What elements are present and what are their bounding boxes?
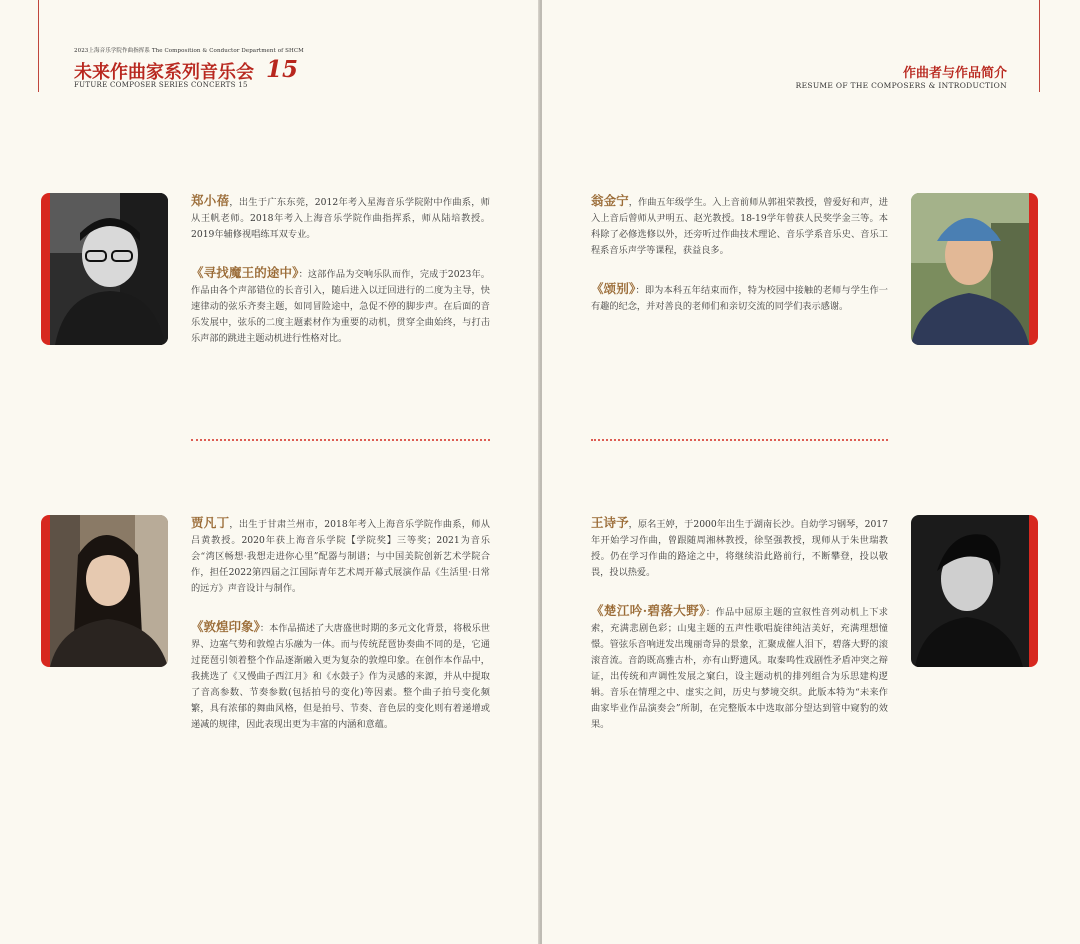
composer-name: 翁金宁	[591, 193, 629, 208]
work-description	[591, 281, 888, 315]
work-description	[591, 603, 888, 733]
work-description	[191, 619, 490, 733]
work-title: 《楚江吟·碧落大野》	[591, 603, 706, 618]
concert-number: 15	[266, 56, 299, 83]
composer-bio	[591, 515, 888, 581]
bio-text: ，出生于广东东莞，2012年考入星海音乐学院附中作曲系，师从王帆老师。2018年考入上海音乐学院作曲指挥系，师从陆培教授。2019年辅修视唱练耳双专业。	[191, 197, 490, 240]
work-description	[191, 265, 490, 347]
concert-subtitle: FUTURE COMPOSER SERIES CONCERTS 15	[74, 81, 248, 89]
work-text: ：即为本科五年结束而作，特为校园中接触的老师与学生作一有趣的纪念，并对善良的老师们和亲切交流的同学们表示感谢。	[591, 285, 888, 312]
work-title: 《敦煌印象》	[191, 619, 260, 634]
header-small-line: 2023上海音乐学院作曲指挥系 The Composition & Conductor Department of SHCM	[74, 48, 304, 54]
composer-bio	[191, 193, 490, 243]
composer-name: 郑小蓓	[191, 193, 230, 208]
concert-title: 未来作曲家系列音乐会	[74, 62, 254, 83]
composer-photo-weng	[911, 193, 1038, 345]
left-page	[0, 0, 538, 944]
composer-bio	[191, 515, 490, 597]
composer-photo-jia	[41, 515, 168, 667]
work-text: ：本作品描述了大唐盛世时期的多元文化背景，将极乐世界、边塞气势和敦煌古乐融为一体。而与传统琵琶协奏曲不同的是，它通过琵琶引领着整个作品逐渐融入更为复杂的敦煌印象。在创作本作品中，我挑选了《又慢曲子西江月》和《水鼓子》作为灵感的来源，并从中提取了音高参数、节奏参数(包括拍号的变化)等因素。整个曲子拍号变化频繁，具有浓郁的舞曲风格，但是拍号、节奏、音色层的变化则有着递增或递减的规律，因此表现出更为丰富的内涵和意蕴。	[191, 623, 490, 730]
composer-photo-wang	[911, 515, 1038, 667]
composer-bio	[591, 193, 888, 259]
section-title: 作曲者与作品简介	[902, 66, 1007, 81]
bio-text: ，出生于甘肃兰州市，2018年考入上海音乐学院作曲系，师从吕黄教授。2020年获上海音乐学院【学院奖】三等奖；2021为音乐会“湾区畅想·我想走进你心里”配器与制谱；与中国美院创新艺术学院合作，担任2022第四届之江国际青年艺术周开幕式展演作品《生活里·日常的远方》声音设计与制作。	[191, 519, 490, 594]
bio-text: ，原名王婷，于2000年出生于湖南长沙。自幼学习钢琴，2017年开始学习作曲，曾跟随周湘林教授，徐坚强教授，现师从于朱世瑞教授。仍在学习作曲的路途之中，将继续沿此路前行，不断攀登，投以敬畏，投以热爱。	[591, 519, 888, 578]
margin-rule	[38, 0, 39, 92]
right-page	[542, 0, 1080, 944]
composer-name: 贾凡丁	[191, 515, 230, 530]
work-title: 《颂别》	[591, 281, 636, 296]
composer-photo-zheng	[41, 193, 168, 345]
work-text: ：这部作品为交响乐队而作，完成于2023年。作品由各个声部错位的长音引入，随后进入以迂回进行的二度为主导，快速律动的弦乐齐奏主题，如同冒险途中，急促不停的脚步声。在后面的音乐发展中，弦乐的二度主题素材作为重要的动机，贯穿全曲始终，与打击乐声部的跳进主题动机进行性格对比。	[191, 269, 490, 344]
work-text: ：作品中屈原主题的宣叙性音列动机上下求索，充满悲剧色彩；山鬼主题的五声性歌唱旋律纯洁美好，充满理想憧憬。管弦乐音响迸发出瑰丽奇异的景象，汇聚成催人泪下，碧落大野的滚滚音流。音韵既高雅古朴，亦有山野遗风。取秦鸣性戏剧性矛盾冲突之辩证，出传统和声调性发展之窠臼，设主题动机的排列组合为乐思建构逻辑。音乐在情理之中、虚实之间，历史与梦境交织。此版本特为“未来作曲家毕业作品演奏会”所制，在完整版本中选取部分望达到管中窥豹的效果。	[591, 607, 888, 730]
section-divider	[591, 439, 888, 441]
bio-text: ，作曲五年级学生。入上音前师从郭祖荣教授，曾爱好和声，进入上音后曾师从尹明五、赵光教授。18-19学年曾获人民奖学金三等。本科除了必修选修以外，还旁听过作曲技术理论、音乐学系音乐史、音乐工程系音乐声学等课程，获益良多。	[591, 197, 888, 256]
work-title: 《寻找魔王的途中》	[191, 265, 299, 280]
section-subtitle: RESUME OF THE COMPOSERS & INTRODUCTION	[795, 81, 1007, 90]
margin-rule	[1039, 0, 1040, 92]
composer-name: 王诗予	[591, 515, 629, 530]
section-divider	[191, 439, 490, 441]
